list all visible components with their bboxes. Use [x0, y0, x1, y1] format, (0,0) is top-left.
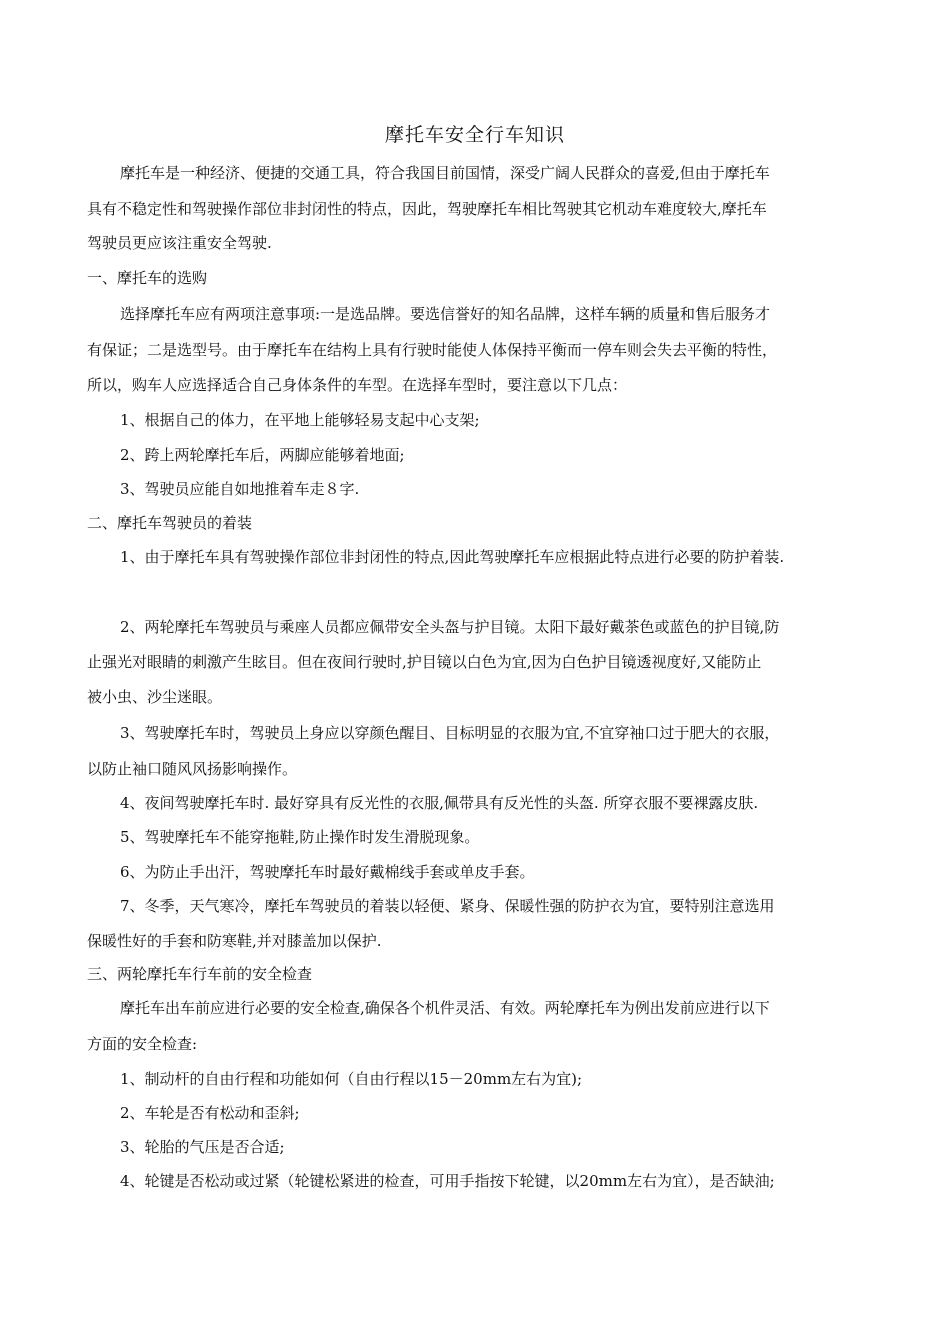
list-item: 4、轮键是否松动或过紧（轮键松紧进的检查，可用手指按下轮键，以20mm左右为宜），是否缺油;	[120, 1172, 775, 1190]
list-item: 3、轮胎的气压是否合适;	[120, 1138, 285, 1156]
paragraph-line: 止强光对眼睛的刺激产生眩目。但在夜间行驶时,护目镜以白色为宜,因为白色护目镜透视度好,又能防止	[87, 653, 762, 671]
section-heading: 一、摩托车的选购	[87, 269, 208, 287]
list-item: 1、由于摩托车具有驾驶操作部位非封闭性的特点,因此驾驶摩托车应根据此特点进行必要的防护着装.	[120, 548, 785, 566]
list-item: 3、驾驶员应能自如地推着车走８字.	[120, 480, 360, 498]
list-item: 3、驾驶摩托车时，驾驶员上身应以穿颜色醒目、目标明显的衣服为宜,不宜穿袖口过于肥大的衣服，	[120, 724, 780, 742]
list-item: 5、驾驶摩托车不能穿拖鞋,防止操作时发生滑脱现象。	[120, 828, 480, 846]
paragraph-line: 保暖性好的手套和防寒鞋,并对膝盖加以保护.	[87, 932, 382, 950]
paragraph-line: 摩托车是一种经济、便捷的交通工具，符合我国目前国情，深受广阔人民群众的喜爱,但由于摩托车	[120, 164, 770, 182]
paragraph-line: 选择摩托车应有两项注意事项:一是选品牌。要选信誉好的知名品牌，这样车辆的质量和售后服务才	[120, 305, 771, 323]
paragraph-line: 所以，购车人应选择适合自己身体条件的车型。在选择车型时，要注意以下几点：	[87, 376, 628, 394]
paragraph-line: 方面的安全检查:	[87, 1035, 198, 1053]
section-heading: 二、摩托车驾驶员的着装	[87, 514, 253, 532]
list-item: 1、根据自己的体力，在平地上能够轻易支起中心支架;	[120, 411, 480, 429]
list-item: 2、车轮是否有松动和歪斜;	[120, 1104, 300, 1122]
paragraph-line: 具有不稳定性和驾驶操作部位非封闭性的特点，因此，驾驶摩托车相比驾驶其它机动车难度较大,摩托车	[87, 200, 767, 218]
paragraph-line: 以防止袖口随风风扬影响操作。	[87, 760, 298, 778]
paragraph-line: 摩托车出车前应进行必要的安全检查,确保各个机件灵活、有效。两轮摩托车为例出发前应进行以下	[120, 999, 770, 1017]
section-heading: 三、两轮摩托车行车前的安全检查	[87, 965, 313, 983]
list-item: 1、制动杆的自由行程和功能如何（自由行程以15－20mm左右为宜);	[120, 1070, 583, 1088]
list-item: 7、冬季，天气寒冷，摩托车驾驶员的着装以轻便、紧身、保暖性强的防护衣为宜，要特别注意选用	[120, 897, 775, 915]
paragraph-line: 有保证；二是选型号。由于摩托车在结构上具有行驶时能使人体保持平衡而一停车则会失去平衡的特性，	[87, 341, 778, 359]
list-item: 2、跨上两轮摩托车后，两脚应能够着地面;	[120, 446, 405, 464]
document-title: 摩托车安全行车知识	[384, 124, 565, 146]
paragraph-line: 驾驶员更应该注重安全驾驶.	[87, 234, 272, 252]
list-item: 4、夜间驾驶摩托车时. 最好穿具有反光性的衣服,佩带具有反光性的头盔. 所穿衣服不要裸露皮肤.	[120, 794, 759, 812]
list-item: 6、为防止手出汗，驾驶摩托车时最好戴棉线手套或单皮手套。	[120, 863, 535, 881]
paragraph-line: 被小虫、沙尘迷眼。	[87, 688, 223, 706]
list-item: 2、两轮摩托车驾驶员与乘座人员都应佩带安全头盔与护目镜。太阳下最好戴茶色或蓝色的护目镜,防	[120, 618, 780, 636]
